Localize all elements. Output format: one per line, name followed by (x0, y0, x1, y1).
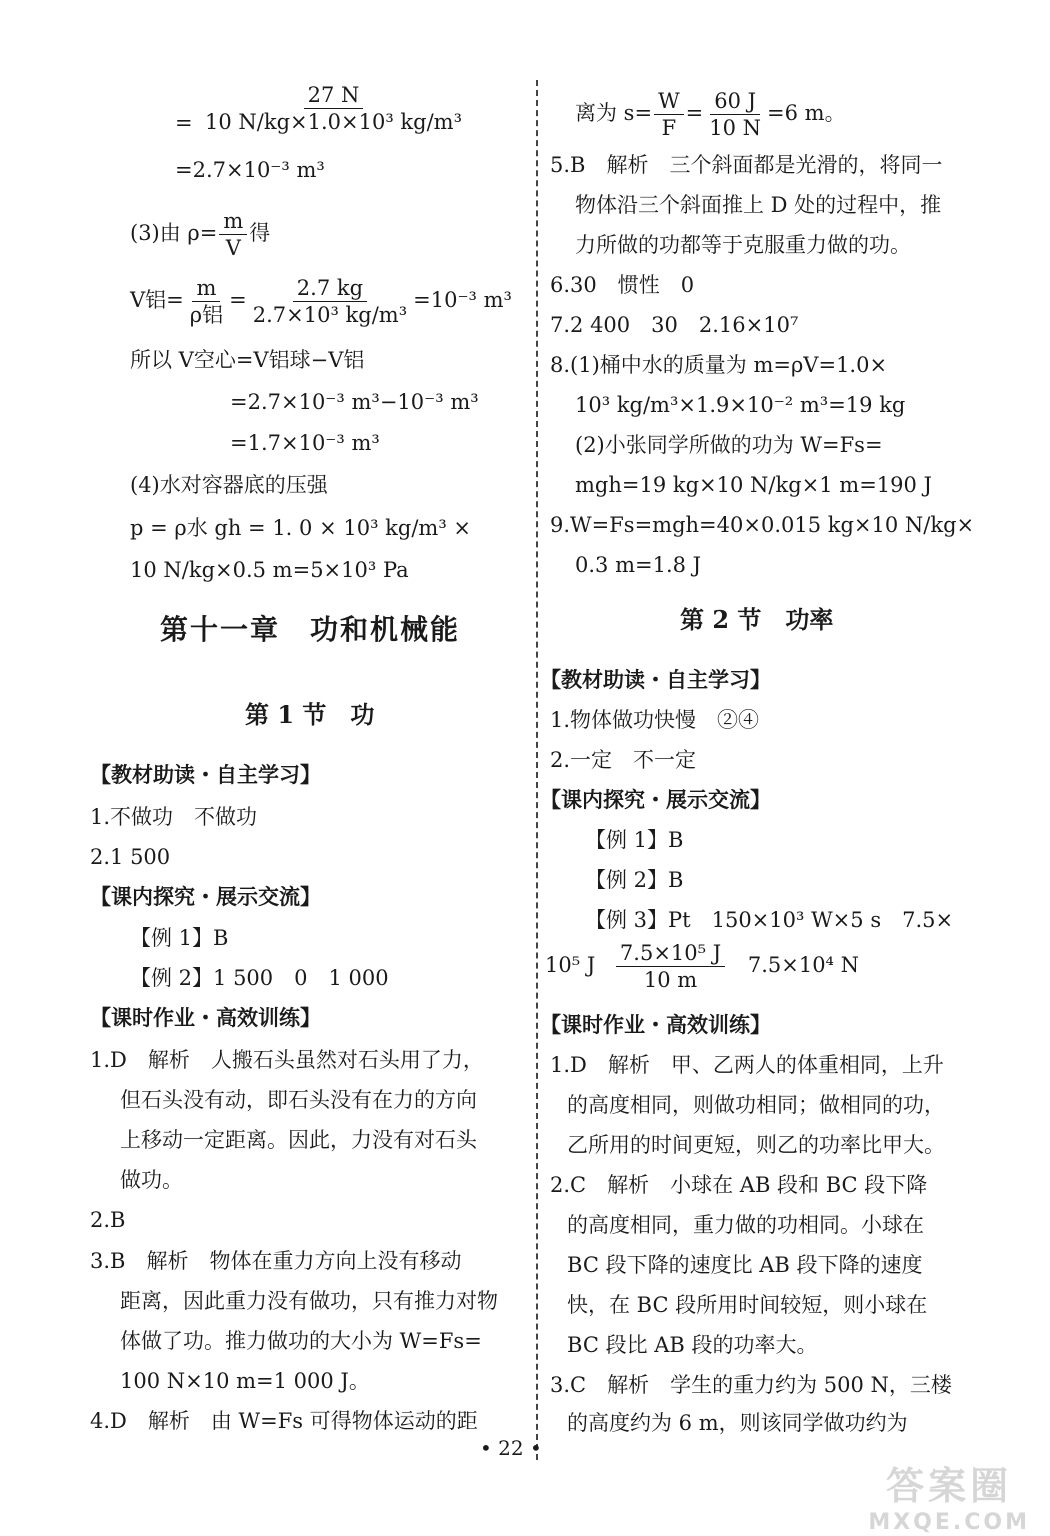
answer-line: 1.D 解析 甲、乙两人的体重相同，上升 (550, 1053, 944, 1077)
answer-line: BC 段比 AB 段的功率大。 (567, 1333, 818, 1357)
example-line: 【例 2】1 500 0 1 000 (130, 966, 389, 990)
left-column (90, 0, 545, 1433)
formula-line: V铝= $\frac{m}{\text{ρ铝}}$ = $\frac{2.7 kg}{\text{2.7×10³ kg/m³}}$ =10⁻³ m³ (130, 276, 512, 327)
answer-line: mgh=19 kg×10 N/kg×1 m=190 J (575, 473, 932, 497)
example-line: 【例 1】B (130, 926, 229, 950)
column-divider (536, 80, 538, 1460)
chapter-title: 第十一章 功和机械能 (160, 613, 461, 646)
answer-line: 3.B 解析 物体在重力方向上没有移动 (90, 1249, 462, 1273)
answer-line: 距离，因此重力没有做功，只有推力对物 (120, 1289, 498, 1313)
watermark-logo (868, 1455, 1030, 1535)
answer-line: 但石头没有动，即石头没有在力的方向 (120, 1088, 477, 1112)
heading: 【课时作业・高效训练】 (540, 1012, 771, 1037)
text-line: =1.7×10⁻³ m³ (230, 431, 380, 455)
heading: 【教材助读・自主学习】 (90, 762, 321, 787)
text-line: p = ρ水 gh = 1. 0 × 10³ kg/m³ × (130, 516, 472, 540)
right-column (540, 0, 995, 1435)
heading: 【课内探究・展示交流】 (540, 787, 771, 812)
answer-line: 2.C 解析 小球在 AB 段和 BC 段下降 (550, 1173, 928, 1197)
answer-line: 6.30 惯性 0 (550, 273, 695, 297)
answer-line: 力所做的功都等于克服重力做的功。 (575, 233, 911, 257)
watermark-url: MXQE.COM (868, 1510, 1030, 1535)
fraction-numerator: 27 N (304, 82, 364, 109)
answer-line: 4.D 解析 由 W=Fs 可得物体运动的距 (90, 1409, 478, 1433)
example-line: 【例 3】Pt 150×10³ W×5 s 7.5× (585, 908, 954, 932)
watermark-text: 答案圈 (886, 1464, 1013, 1508)
answer-line: 5.B 解析 三个斜面都是光滑的，将同一 (550, 153, 943, 177)
section-title: 第 1 节 功 (245, 700, 375, 729)
example-line: 【例 2】B (585, 868, 684, 892)
answer-line: 1.不做功 不做功 (90, 805, 258, 829)
text-line: 所以 V空心=V铝球−V铝 (130, 348, 365, 372)
heading: 【课内探究・展示交流】 (90, 884, 321, 909)
answer-line: 2.一定 不一定 (550, 748, 697, 772)
answer-line: (2)小张同学所做的功为 W=Fs= (575, 433, 883, 457)
answer-line: 的高度相同，重力做的功相同。小球在 (567, 1213, 924, 1237)
section-title: 第 2 节 功率 (680, 605, 834, 634)
answer-line: 的高度相同，则做功相同；做相同的功， (567, 1093, 945, 1117)
fraction-line-1: = $\frac{27 N}{\text{10 N/kg×1.0×10³ kg/m³}}$ (175, 82, 468, 135)
text-line: (4)水对容器底的压强 (130, 473, 328, 497)
answer-line: 快，在 BC 段所用时间较短，则小球在 (567, 1293, 928, 1317)
answer-line: 体做了功。推力做功的大小为 W=Fs= (120, 1329, 482, 1353)
answer-line: BC 段下降的速度比 AB 段下降的速度 (567, 1253, 923, 1277)
formula-line: 离为 s= $\frac{W}{F}$ = $\frac{60 J}{10 N}$ =6 m。 (575, 89, 846, 140)
answer-line: 9.W=Fs=mgh=40×0.015 kg×10 N/kg× (550, 513, 975, 537)
answer-line: 2.1 500 (90, 845, 171, 869)
answer-line: 乙所用的时间更短，则乙的功率比甲大。 (567, 1133, 945, 1157)
page-number: • 22 • (480, 1436, 542, 1460)
answer-line: 的高度约为 6 m，则该同学做功约为 (567, 1411, 908, 1435)
text-line: 10 N/kg×0.5 m=5×10³ Pa (130, 558, 409, 582)
text-line: =2.7×10⁻³ m³−10⁻³ m³ (230, 390, 479, 414)
formula-line: 10⁵ J $\frac{\text{7.5×10⁵ J}}{10 m}$ 7.5×10⁴ N (545, 941, 860, 992)
answer-line: 物体沿三个斜面推上 D 处的过程中，推 (575, 193, 942, 217)
answer-line: 做功。 (120, 1168, 183, 1192)
heading: 【教材助读・自主学习】 (540, 667, 771, 692)
answer-line: 7.2 400 30 2.16×10⁷ (550, 313, 799, 337)
answer-line: 1.D 解析 人搬石头虽然对石头用了力， (90, 1048, 484, 1072)
answer-line: 2.B (90, 1208, 126, 1232)
answer-line: 上移动一定距离。因此，力没有对石头 (120, 1128, 477, 1152)
formula-line: (3)由 ρ= $\frac{m}{V}$ 得 (130, 209, 271, 260)
text-line: =2.7×10⁻³ m³ (175, 158, 325, 182)
answer-line: 0.3 m=1.8 J (575, 553, 702, 577)
fraction-denominator: 10 N/kg×1.0×10³ kg/m³ (205, 110, 462, 134)
example-line: 【例 1】B (585, 828, 684, 852)
answer-line: 100 N×10 m=1 000 J。 (120, 1369, 370, 1393)
answer-line: 8.(1)桶中水的质量为 m=ρV=1.0× (550, 353, 888, 377)
answer-line: 1.物体做功快慢 ②④ (550, 708, 760, 732)
answer-line: 10³ kg/m³×1.9×10⁻² m³=19 kg (575, 393, 906, 417)
answer-line: 3.C 解析 学生的重力约为 500 N，三楼 (550, 1373, 952, 1397)
heading: 【课时作业・高效训练】 (90, 1005, 321, 1030)
